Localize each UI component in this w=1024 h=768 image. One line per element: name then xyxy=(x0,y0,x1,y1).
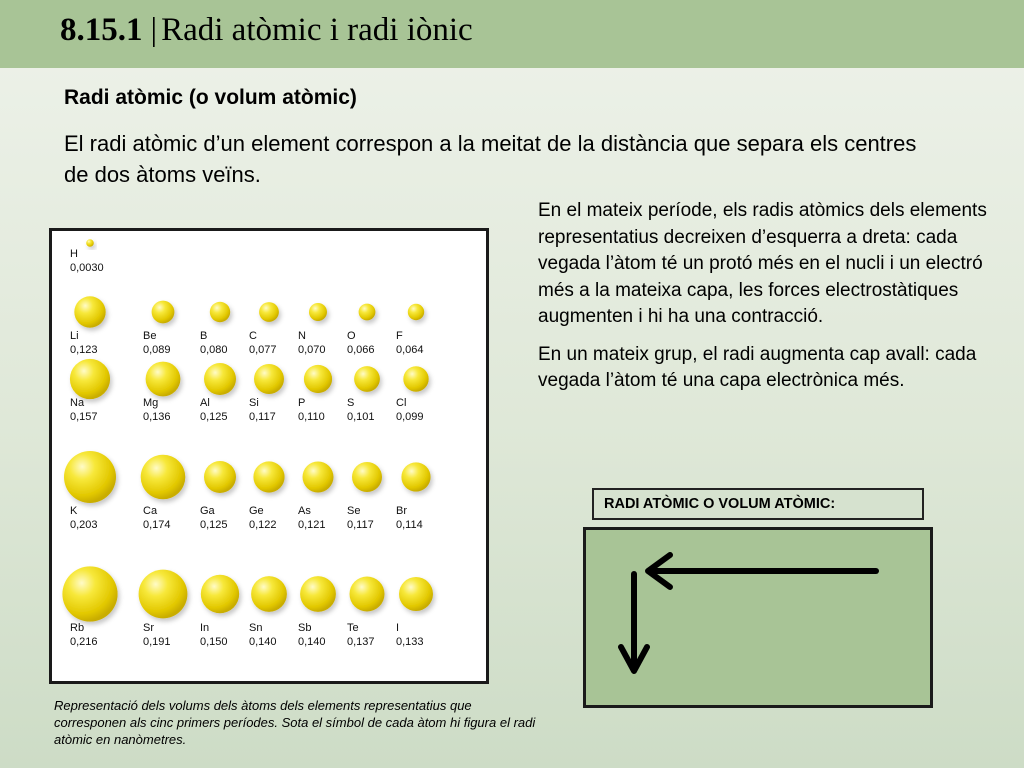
atom-radius-n: 0,070 xyxy=(298,344,326,356)
atom-sphere-s xyxy=(354,366,380,392)
atom-sphere-sr xyxy=(139,570,188,619)
atom-radius-sb: 0,140 xyxy=(298,636,326,648)
atom-sphere-k xyxy=(64,451,116,503)
figure-caption: Representació dels volums dels àtoms dels elements representatius que corresponen als cinc primers períodes. Sota el símbol de cada àtom hi figura el radi atòmic en nanòmetres. xyxy=(54,698,536,747)
atom-sphere-ga xyxy=(204,461,236,493)
atom-sphere-sn xyxy=(251,576,287,612)
atom-radius-ga: 0,125 xyxy=(200,519,228,531)
atom-symbol-b: B xyxy=(200,330,208,342)
atom-symbol-h: H xyxy=(70,248,78,260)
atom-radius-sn: 0,140 xyxy=(249,636,277,648)
atom-sphere-c xyxy=(259,302,279,322)
atom-sphere-mg xyxy=(146,362,181,397)
trend-diagram xyxy=(583,527,933,708)
atom-symbol-in: In xyxy=(200,622,210,634)
atom-symbol-as: As xyxy=(298,505,311,517)
intro-paragraph: El radi atòmic d’un element correspon a la meitat de la distància que separa els centres de dos àtoms veïns. xyxy=(64,131,917,187)
atom-radius-k: 0,203 xyxy=(70,519,98,531)
atom-radius-cl: 0,099 xyxy=(396,411,424,423)
atom-radius-p: 0,110 xyxy=(298,411,325,423)
atom-symbol-ca: Ca xyxy=(143,505,158,517)
atom-radius-rb: 0,216 xyxy=(70,636,98,648)
atom-sphere-te xyxy=(350,577,385,612)
page-title xyxy=(60,12,473,49)
atom-radius-sr: 0,191 xyxy=(143,636,171,648)
atom-radius-as: 0,121 xyxy=(298,519,326,531)
atom-symbol-f: F xyxy=(396,330,403,342)
atom-sphere-as xyxy=(303,462,334,493)
atom-radius-f: 0,064 xyxy=(396,344,424,356)
atom-symbol-s: S xyxy=(347,397,355,409)
period-trend-paragraph: En el mateix període, els radis atòmics dels elements representatius decreixen d’esquerra a dreta: cada vegada l’àtom té un protó més en el nucli i un electró més a la mateixa capa, les forces electrostàtiques augmenten i hi ha una contracció. xyxy=(538,200,987,327)
atom-radius-b: 0,080 xyxy=(200,344,228,356)
atom-radius-li: 0,123 xyxy=(70,344,98,356)
atom-sphere-be xyxy=(152,301,175,324)
atom-sphere-o xyxy=(359,304,376,321)
atom-symbol-sr: Sr xyxy=(143,622,154,634)
atom-radius-br: 0,114 xyxy=(396,519,423,531)
atom-symbol-br: Br xyxy=(396,505,407,517)
atom-sphere-al xyxy=(204,363,236,395)
explanation-text xyxy=(538,198,988,406)
atom-sphere-ca xyxy=(141,455,186,500)
atom-radius-s: 0,101 xyxy=(347,411,375,423)
atomic-radius-figure xyxy=(49,228,489,684)
title-text: Radi atòmic i radi iònic xyxy=(161,12,473,48)
atom-sphere-si xyxy=(254,364,284,394)
section-subtitle: Radi atòmic (o volum atòmic) xyxy=(64,86,357,109)
title-bar xyxy=(0,0,1024,68)
atom-sphere-f xyxy=(408,304,424,320)
atom-radius-mg: 0,136 xyxy=(143,411,171,423)
atoms-illustration xyxy=(52,231,486,681)
atom-sphere-br xyxy=(401,462,430,491)
atom-symbol-sb: Sb xyxy=(298,622,312,634)
atom-symbol-be: Be xyxy=(143,330,157,342)
atom-sphere-h xyxy=(86,239,94,247)
atom-sphere-rb xyxy=(62,566,117,621)
arrow-down-icon xyxy=(621,574,647,671)
title-separator: | xyxy=(150,12,158,48)
atom-symbol-na: Na xyxy=(70,397,85,409)
atom-radius-in: 0,150 xyxy=(200,636,228,648)
atom-radius-al: 0,125 xyxy=(200,411,228,423)
atom-symbol-li: Li xyxy=(70,330,79,342)
atom-symbol-p: P xyxy=(298,397,306,409)
group-trend-paragraph: En un mateix grup, el radi augmenta cap avall: cada vegada l’àtom té una capa electrònica més. xyxy=(538,343,977,391)
trend-label: RADI ATÒMIC O VOLUM ATÒMIC: xyxy=(592,488,924,520)
atom-radius-o: 0,066 xyxy=(347,344,375,356)
section-number: 8.15.1 xyxy=(60,12,143,48)
trend-arrows xyxy=(586,530,930,705)
atom-symbol-cl: Cl xyxy=(396,397,407,409)
atom-sphere-li xyxy=(74,296,105,327)
atom-radius-se: 0,117 xyxy=(347,519,374,531)
atom-symbol-ga: Ga xyxy=(200,505,215,517)
atom-radius-c: 0,077 xyxy=(249,344,277,356)
atom-symbol-o: O xyxy=(347,330,356,342)
atom-radius-ge: 0,122 xyxy=(249,519,277,531)
atom-sphere-i xyxy=(399,577,433,611)
atom-sphere-b xyxy=(210,302,230,322)
atom-symbol-c: C xyxy=(249,330,257,342)
atom-radius-h: 0,0030 xyxy=(70,262,104,274)
atom-radius-si: 0,117 xyxy=(249,411,276,423)
atom-symbol-sn: Sn xyxy=(249,622,263,634)
atom-radius-na: 0,157 xyxy=(70,411,98,423)
atom-symbol-mg: Mg xyxy=(143,397,159,409)
atom-sphere-cl xyxy=(403,366,428,391)
atom-sphere-n xyxy=(309,303,327,321)
atom-radius-te: 0,137 xyxy=(347,636,375,648)
arrow-left-icon xyxy=(648,555,876,587)
atom-sphere-sb xyxy=(300,576,336,612)
atom-sphere-na xyxy=(70,359,110,399)
atom-symbol-n: N xyxy=(298,330,306,342)
atom-symbol-se: Se xyxy=(347,505,361,517)
atom-symbol-te: Te xyxy=(347,622,359,634)
atom-symbol-si: Si xyxy=(249,397,259,409)
atom-sphere-p xyxy=(304,365,332,393)
atom-radius-be: 0,089 xyxy=(143,344,171,356)
atom-symbol-rb: Rb xyxy=(70,622,85,634)
atom-sphere-ge xyxy=(253,461,284,492)
atom-symbol-k: K xyxy=(70,505,78,517)
atom-symbol-al: Al xyxy=(200,397,210,409)
atom-symbol-i: I xyxy=(396,622,400,634)
atom-sphere-in xyxy=(201,575,239,613)
atom-radius-i: 0,133 xyxy=(396,636,424,648)
atom-sphere-se xyxy=(352,462,382,492)
atom-symbol-ge: Ge xyxy=(249,505,264,517)
atom-radius-ca: 0,174 xyxy=(143,519,171,531)
